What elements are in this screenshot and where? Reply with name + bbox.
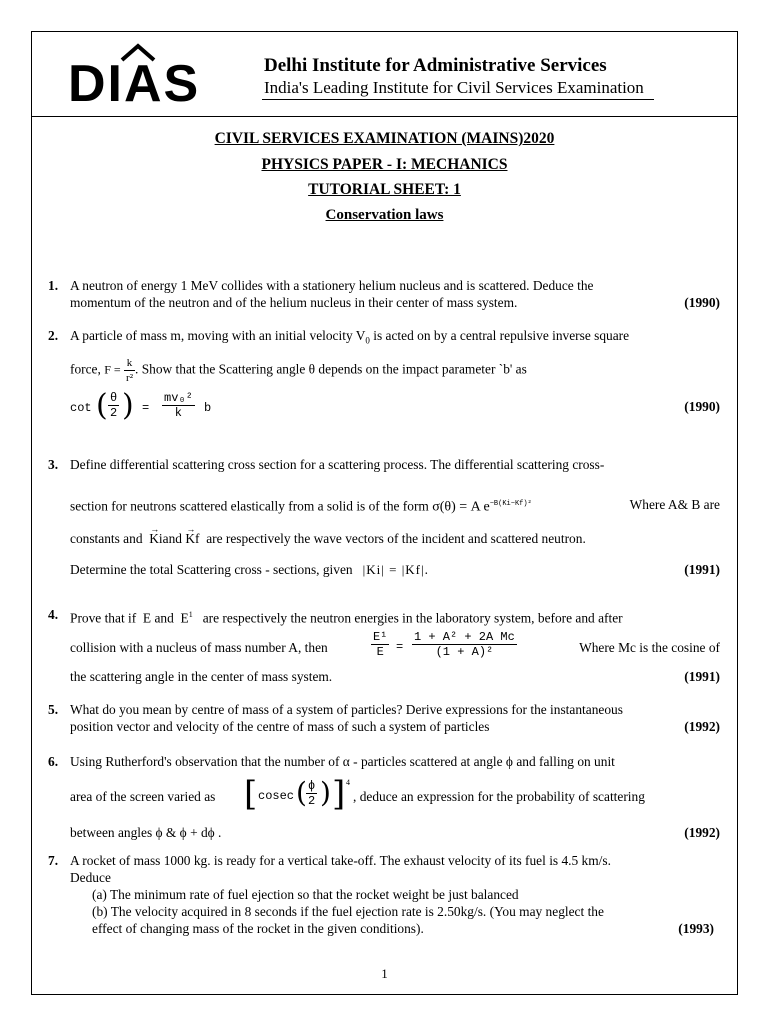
question-part-a: (a) The minimum rate of fuel ejection so that the rocket weight be just balanced xyxy=(92,887,519,902)
question-text: are respectively the wave vectors of the incident and scattered neutron. xyxy=(206,531,586,547)
question-text: Where A& B are xyxy=(629,497,720,512)
vector-kf: → Kf xyxy=(185,530,199,547)
question-text: . xyxy=(424,562,428,578)
question-text: and xyxy=(154,610,174,626)
formula-equals: = xyxy=(396,640,404,655)
dias-logo xyxy=(68,42,240,113)
question-year: (1991) xyxy=(684,669,720,685)
formula-denominator: (1 + A)² xyxy=(435,645,494,660)
question-number: 4. xyxy=(48,607,59,622)
formula-power: 4 xyxy=(346,778,350,787)
question-6 xyxy=(48,753,720,845)
question-text: Determine the total Scattering cross - sections, given xyxy=(70,562,353,578)
formula-cosec: cosec xyxy=(258,789,295,803)
question-text: What do you mean by centre of mass of a system of particles? Derive expressions for the instantaneous xyxy=(70,702,623,717)
question-text: A particle of mass m, moving with an initial velocity V xyxy=(70,328,366,343)
question-4 xyxy=(48,606,720,688)
formula-numerator: k xyxy=(124,356,135,371)
question-text: collision with a nucleus of mass number A, then xyxy=(70,640,328,656)
formula-denominator: E xyxy=(376,645,384,660)
formula-exponent: −B(Ki−Kf)² xyxy=(489,500,532,508)
formula-e: E xyxy=(142,610,152,626)
formula-magnitudes: |Ki| = |Kf| xyxy=(362,562,425,578)
question-2 xyxy=(48,327,720,423)
question-text: area of the screen varied as xyxy=(70,789,216,804)
paper-title: PHYSICS PAPER - I: MECHANICS xyxy=(261,155,508,173)
question-text: . Show that the Scattering angle θ depends on the impact parameter `b' as xyxy=(135,361,527,377)
paren-left: ( xyxy=(296,776,307,809)
question-text: the scattering angle in the center of mass system. xyxy=(70,669,333,685)
question-text: and xyxy=(162,531,182,547)
question-text: , deduce an expression for the probability of scattering xyxy=(353,789,645,804)
question-year: (1992) xyxy=(684,825,720,840)
question-text: Using Rutherford's observation that the number of α - particles scattered at angle ϕ and falling on unit xyxy=(70,754,615,769)
question-text: effect of changing mass of the rocket in the given conditions). xyxy=(92,921,424,936)
exam-title: CIVIL SERVICES EXAMINATION (MAINS)2020 xyxy=(214,130,555,147)
topic-title: Conservation laws xyxy=(325,206,444,223)
page-frame xyxy=(31,31,738,995)
superscript: 1 xyxy=(188,610,193,619)
title-block xyxy=(32,126,737,228)
question-text: Where Mc is the cosine of xyxy=(579,640,720,656)
question-3 xyxy=(48,456,720,586)
question-number: 6. xyxy=(48,754,59,769)
formula-denominator: k xyxy=(174,405,182,420)
formula-numerator: 1 + A² + 2A Mc xyxy=(414,630,515,645)
question-text: Prove that if xyxy=(70,610,137,626)
question-text: Define differential scattering cross section for a scattering process. The differential scattering cross- xyxy=(70,457,605,472)
question-text: is acted on by a central repulsive inverse square xyxy=(369,328,630,343)
page-number: 1 xyxy=(381,966,388,981)
paren-left: ( xyxy=(96,387,108,423)
paren-right: ) xyxy=(320,776,331,809)
question-year: (1990) xyxy=(684,295,720,310)
question-text: section for neutrons scattered elastically from a solid is of the form xyxy=(70,498,429,514)
question-number: 5. xyxy=(48,702,59,717)
header-rule xyxy=(262,99,654,100)
question-text: A neutron of energy 1 MeV collides with a stationery helium nucleus and is scattered. Deduce the xyxy=(70,278,594,293)
formula-numerator: θ xyxy=(110,390,118,405)
question-text: constants and xyxy=(70,531,143,547)
formula-numerator: E¹ xyxy=(373,630,388,645)
logo-text: DIAS xyxy=(68,55,201,113)
question-text: momentum of the neutron and of the helium nucleus in their center of mass system. xyxy=(70,295,518,310)
question-year: (1993) xyxy=(678,921,714,936)
formula-denominator: 2 xyxy=(110,405,118,420)
formula-equals: = xyxy=(142,400,150,415)
formula-sigma: σ(θ) = A e xyxy=(432,499,490,515)
org-name: Delhi Institute for Administrative Services xyxy=(264,55,607,76)
question-year: (1990) xyxy=(684,398,720,414)
question-part-b: (b) The velocity acquired in 8 seconds if the fuel ejection rate is 2.50kg/s. (You may neglect the xyxy=(92,904,604,919)
question-text: are respectively the neutron energies in the laboratory system, before and after xyxy=(202,610,623,626)
formula-cot: cot xyxy=(70,400,92,415)
question-1 xyxy=(48,277,720,313)
question-text: A rocket of mass 1000 kg. is ready for a vertical take-off. The exhaust velocity of its fuel is 4.5 km/s. xyxy=(70,853,611,868)
question-text: between angles ϕ & ϕ + dϕ . xyxy=(70,825,222,840)
question-text: force, xyxy=(70,361,101,377)
paren-right: ) xyxy=(122,387,134,423)
org-tagline: India's Leading Institute for Civil Services Examination xyxy=(264,78,644,97)
question-5 xyxy=(48,701,720,737)
formula-denominator: r² xyxy=(126,371,133,384)
formula-lhs: F = xyxy=(104,362,121,377)
sheet-title: TUTORIAL SHEET: 1 xyxy=(308,181,461,198)
question-text: Deduce xyxy=(70,870,111,885)
question-number: 1. xyxy=(48,278,59,293)
question-number: 2. xyxy=(48,328,59,343)
question-text: position vector and velocity of the centre of mass of such a system of particles xyxy=(70,719,490,734)
question-year: (1991) xyxy=(684,562,720,578)
question-year: (1992) xyxy=(684,719,720,734)
vector-ki: → Ki xyxy=(149,530,162,547)
question-7 xyxy=(48,852,720,942)
formula-numerator: ϕ xyxy=(308,779,316,793)
subscript: 0 xyxy=(365,335,370,346)
question-number: 7. xyxy=(48,853,59,868)
formula-e1: E xyxy=(180,610,189,626)
formula-denominator: 2 xyxy=(308,794,316,808)
header xyxy=(32,32,737,117)
formula-numerator: mv₀² xyxy=(164,390,193,405)
formula-b: b xyxy=(204,400,212,415)
bracket-right: ] xyxy=(332,774,346,814)
question-number: 3. xyxy=(48,457,59,472)
bracket-left: [ xyxy=(244,774,258,814)
